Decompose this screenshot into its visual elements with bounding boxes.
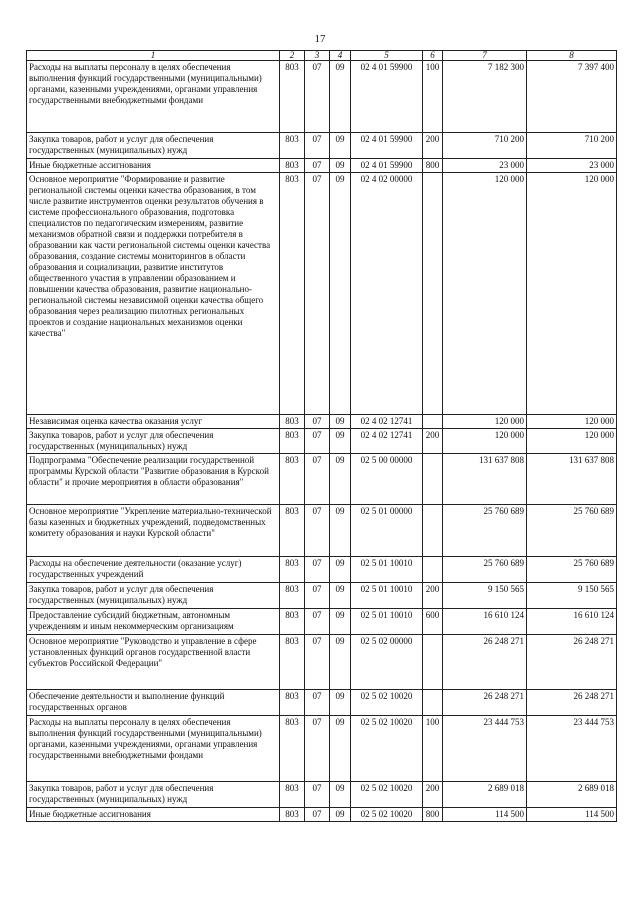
- row-subsection-code: 09: [330, 808, 351, 822]
- row-amount-year2: 710 200: [527, 133, 617, 159]
- row-name: Обеспечение деятельности и выполнение функций государственных органов: [27, 690, 280, 716]
- row-target-article: 02 5 01 00000: [351, 505, 423, 557]
- row-subsection-code: 09: [330, 716, 351, 782]
- row-target-article: 02 4 01 59900: [351, 159, 423, 173]
- row-amount-year1: 7 182 300: [443, 61, 527, 133]
- row-subsection-code: 09: [330, 782, 351, 808]
- table-row: [27, 133, 617, 159]
- row-ved-code: 803: [280, 133, 305, 159]
- row-expense-type: [423, 505, 443, 557]
- column-number: 8: [527, 51, 617, 61]
- row-target-article: 02 5 02 10020: [351, 782, 423, 808]
- row-subsection-code: 09: [330, 429, 351, 454]
- row-subsection-code: 09: [330, 583, 351, 609]
- row-expense-type: [423, 415, 443, 429]
- row-amount-year1: 25 760 689: [443, 557, 527, 583]
- row-section-code: 07: [305, 61, 330, 133]
- row-ved-code: 803: [280, 782, 305, 808]
- row-target-article: 02 5 01 10010: [351, 609, 423, 635]
- row-expense-type: [423, 557, 443, 583]
- row-target-article: 02 4 01 59900: [351, 133, 423, 159]
- row-amount-year2: 26 248 271: [527, 690, 617, 716]
- row-expense-type: [423, 635, 443, 690]
- row-ved-code: 803: [280, 557, 305, 583]
- row-ved-code: 803: [280, 690, 305, 716]
- row-name: Закупка товаров, работ и услуг для обеспечения государственных (муниципальных) нужд: [27, 429, 280, 454]
- row-amount-year2: 25 760 689: [527, 505, 617, 557]
- row-name: Иные бюджетные ассигнования: [27, 159, 280, 173]
- row-target-article: 02 5 02 00000: [351, 635, 423, 690]
- row-amount-year2: 26 248 271: [527, 635, 617, 690]
- row-expense-type: 600: [423, 609, 443, 635]
- row-amount-year1: 131 637 808: [443, 454, 527, 505]
- row-section-code: 07: [305, 808, 330, 822]
- row-amount-year1: 710 200: [443, 133, 527, 159]
- row-section-code: 07: [305, 609, 330, 635]
- row-name: Расходы на обеспечение деятельности (оказание услуг) государственных учреждений: [27, 557, 280, 583]
- table-row: [27, 159, 617, 173]
- row-name: Закупка товаров, работ и услуг для обеспечения государственных (муниципальных) нужд: [27, 782, 280, 808]
- row-expense-type: [423, 690, 443, 716]
- row-name: Основное мероприятие "Формирование и развитие региональной системы оценки качества образования, в том числе развитие инструментов оценки результатов обучения в системе профессионального образования, подготовка специалистов по педагогическим измерениям, развитие механизмов обратной связи и поддержки потребителя в образовании как части региональной системы оценки качества образования, создание системы мониторингов в области образования и социализации, развитие институтов общественного участия в управлении образованием и повышении качества образования, развитие национально-региональной системы независимой оценки качества общего образования через реализацию пилотных региональных проектов и создание национальных механизмов оценки качества": [27, 173, 280, 415]
- column-number-row: [27, 51, 617, 61]
- row-expense-type: 200: [423, 133, 443, 159]
- row-target-article: 02 5 02 10020: [351, 808, 423, 822]
- row-section-code: 07: [305, 133, 330, 159]
- column-number: 3: [305, 51, 330, 61]
- row-ved-code: 803: [280, 808, 305, 822]
- column-number: 1: [27, 51, 280, 61]
- table-row: [27, 505, 617, 557]
- row-subsection-code: 09: [330, 415, 351, 429]
- row-amount-year2: 16 610 124: [527, 609, 617, 635]
- row-expense-type: 800: [423, 808, 443, 822]
- row-target-article: 02 5 00 00000: [351, 454, 423, 505]
- row-name: Иные бюджетные ассигнования: [27, 808, 280, 822]
- row-amount-year2: 120 000: [527, 415, 617, 429]
- column-number: 2: [280, 51, 305, 61]
- row-expense-type: 800: [423, 159, 443, 173]
- row-name: Основное мероприятие "Руководство и управление в сфере установленных функций органов государственной власти субъектов Российской Федерации": [27, 635, 280, 690]
- row-amount-year1: 114 500: [443, 808, 527, 822]
- row-amount-year1: 26 248 271: [443, 635, 527, 690]
- row-amount-year2: 2 689 018: [527, 782, 617, 808]
- row-ved-code: 803: [280, 454, 305, 505]
- row-subsection-code: 09: [330, 557, 351, 583]
- row-expense-type: 200: [423, 782, 443, 808]
- row-amount-year2: 9 150 565: [527, 583, 617, 609]
- row-target-article: 02 4 01 59900: [351, 61, 423, 133]
- row-ved-code: 803: [280, 429, 305, 454]
- row-amount-year1: 2 689 018: [443, 782, 527, 808]
- row-expense-type: 100: [423, 61, 443, 133]
- row-ved-code: 803: [280, 159, 305, 173]
- row-section-code: 07: [305, 454, 330, 505]
- row-target-article: 02 5 01 10010: [351, 557, 423, 583]
- table-row: [27, 609, 617, 635]
- row-expense-type: 200: [423, 429, 443, 454]
- table-row: [27, 716, 617, 782]
- row-amount-year2: 25 760 689: [527, 557, 617, 583]
- row-subsection-code: 09: [330, 159, 351, 173]
- budget-table: [26, 50, 617, 822]
- row-section-code: 07: [305, 690, 330, 716]
- row-name: Закупка товаров, работ и услуг для обеспечения государственных (муниципальных) нужд: [27, 133, 280, 159]
- table-row: [27, 173, 617, 415]
- row-subsection-code: 09: [330, 133, 351, 159]
- row-subsection-code: 09: [330, 173, 351, 415]
- row-target-article: 02 4 02 12741: [351, 415, 423, 429]
- column-number: 7: [443, 51, 527, 61]
- row-section-code: 07: [305, 173, 330, 415]
- row-subsection-code: 09: [330, 690, 351, 716]
- row-amount-year1: 23 444 753: [443, 716, 527, 782]
- row-name: Расходы на выплаты персоналу в целях обеспечения выполнения функций государственными (муниципальными) органами, казенными учреждениями, органами управления государственными внебюджетными фондами: [27, 61, 280, 133]
- row-ved-code: 803: [280, 609, 305, 635]
- table-row: [27, 782, 617, 808]
- column-number: 5: [351, 51, 423, 61]
- row-amount-year2: 7 397 400: [527, 61, 617, 133]
- row-target-article: 02 4 02 12741: [351, 429, 423, 454]
- row-amount-year1: 26 248 271: [443, 690, 527, 716]
- row-ved-code: 803: [280, 415, 305, 429]
- table-row: [27, 557, 617, 583]
- row-name: Предоставление субсидий бюджетным, автономным учреждениям и иным некоммерческим организациям: [27, 609, 280, 635]
- row-amount-year1: 9 150 565: [443, 583, 527, 609]
- row-ved-code: 803: [280, 173, 305, 415]
- table-row: [27, 808, 617, 822]
- table-row: [27, 690, 617, 716]
- row-subsection-code: 09: [330, 454, 351, 505]
- table-row: [27, 635, 617, 690]
- table-row: [27, 415, 617, 429]
- table-row: [27, 61, 617, 133]
- row-ved-code: 803: [280, 635, 305, 690]
- page-number: 17: [314, 33, 326, 45]
- row-name: Основное мероприятие "Укрепление материально-технической базы казенных и бюджетных учреждений, подведомственных комитету образования и науки Курской области": [27, 505, 280, 557]
- row-amount-year1: 16 610 124: [443, 609, 527, 635]
- row-expense-type: 100: [423, 716, 443, 782]
- table-row: [27, 429, 617, 454]
- row-amount-year2: 23 000: [527, 159, 617, 173]
- row-amount-year2: 23 444 753: [527, 716, 617, 782]
- row-subsection-code: 09: [330, 609, 351, 635]
- row-ved-code: 803: [280, 61, 305, 133]
- row-name: Закупка товаров, работ и услуг для обеспечения государственных (муниципальных) нужд: [27, 583, 280, 609]
- row-amount-year2: 131 637 808: [527, 454, 617, 505]
- row-section-code: 07: [305, 415, 330, 429]
- row-section-code: 07: [305, 583, 330, 609]
- row-target-article: 02 5 01 10010: [351, 583, 423, 609]
- row-ved-code: 803: [280, 505, 305, 557]
- row-amount-year1: 120 000: [443, 173, 527, 415]
- row-expense-type: 200: [423, 583, 443, 609]
- row-expense-type: [423, 173, 443, 415]
- row-amount-year1: 23 000: [443, 159, 527, 173]
- row-section-code: 07: [305, 635, 330, 690]
- row-target-article: 02 4 02 00000: [351, 173, 423, 415]
- row-ved-code: 803: [280, 716, 305, 782]
- row-name: Независимая оценка качества оказания услуг: [27, 415, 280, 429]
- row-expense-type: [423, 454, 443, 505]
- row-ved-code: 803: [280, 583, 305, 609]
- row-section-code: 07: [305, 159, 330, 173]
- row-section-code: 07: [305, 716, 330, 782]
- row-subsection-code: 09: [330, 505, 351, 557]
- column-number: 4: [330, 51, 351, 61]
- row-subsection-code: 09: [330, 61, 351, 133]
- row-target-article: 02 5 02 10020: [351, 716, 423, 782]
- row-amount-year2: 114 500: [527, 808, 617, 822]
- row-amount-year1: 120 000: [443, 429, 527, 454]
- table-row: [27, 583, 617, 609]
- row-name: Подпрограмма "Обеспечение реализации государственной программы Курской области "Развитие образования в Курской области" и прочие мероприятия в области образования": [27, 454, 280, 505]
- row-section-code: 07: [305, 557, 330, 583]
- row-name: Расходы на выплаты персоналу в целях обеспечения выполнения функций государственными (муниципальными) органами, казенными учреждениями, органами управления государственными внебюджетными фондами: [27, 716, 280, 782]
- row-amount-year1: 120 000: [443, 415, 527, 429]
- row-subsection-code: 09: [330, 635, 351, 690]
- row-amount-year2: 120 000: [527, 429, 617, 454]
- row-section-code: 07: [305, 782, 330, 808]
- column-number: 6: [423, 51, 443, 61]
- row-amount-year1: 25 760 689: [443, 505, 527, 557]
- row-amount-year2: 120 000: [527, 173, 617, 415]
- table-row: [27, 454, 617, 505]
- row-section-code: 07: [305, 429, 330, 454]
- row-target-article: 02 5 02 10020: [351, 690, 423, 716]
- row-section-code: 07: [305, 505, 330, 557]
